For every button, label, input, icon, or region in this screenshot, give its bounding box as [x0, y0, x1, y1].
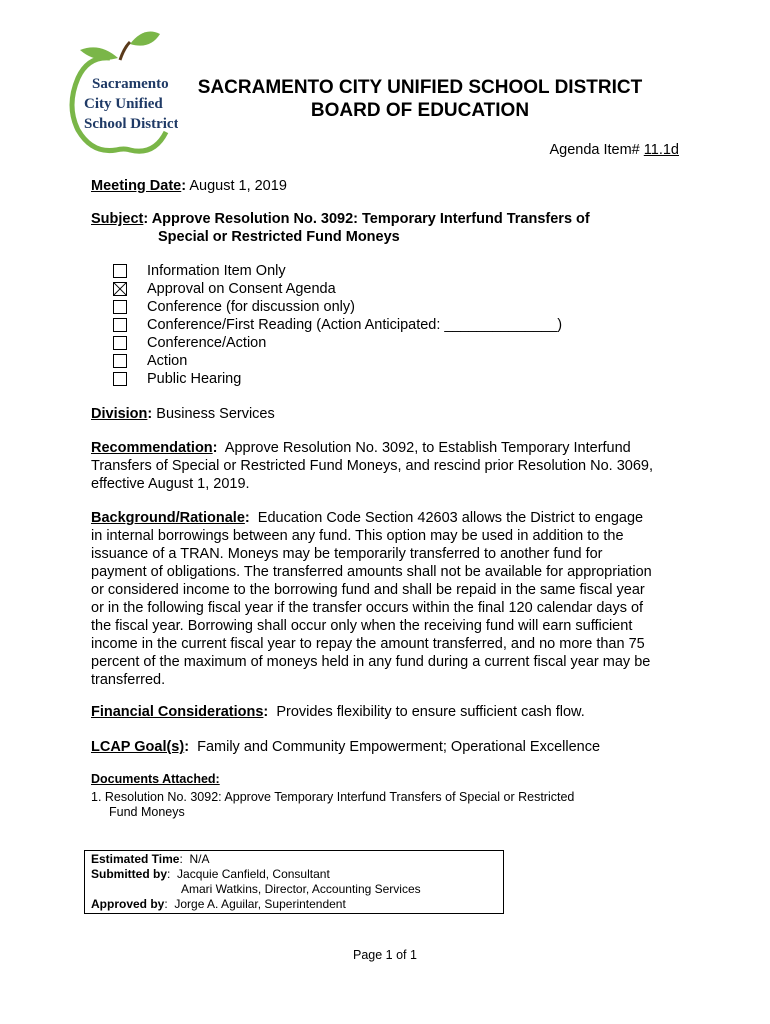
subject-line-1: Approve Resolution No. 3092: Temporary Interfund Transfers of [151, 211, 590, 227]
recommendation-line: Approve Resolution No. 3092, to Establish Temporary Interfund [224, 440, 631, 456]
submitted-by-value-2: Amari Watkins, Director, Accounting Services [181, 882, 421, 896]
submitted-by-value: Jacquie Canfield, Consultant [177, 867, 330, 881]
checkbox-conference[interactable] [113, 300, 127, 314]
checkbox-action[interactable] [113, 354, 127, 368]
background-line: transferred. [91, 672, 166, 688]
checkbox-conference-action[interactable] [113, 336, 127, 350]
background-label: Background/Rationale [91, 510, 245, 526]
meeting-date-value: August 1, 2019 [189, 178, 287, 194]
checklist-item [113, 334, 562, 352]
checklist-item [113, 370, 562, 388]
checklist-label: Conference/Action [147, 335, 267, 351]
estimated-time-label: Estimated Time [91, 852, 180, 866]
background-line: percent of the maximum of moneys held in any fund during a current fiscal year may be [91, 654, 651, 670]
recommendation-label: Recommendation [91, 440, 213, 456]
background-line: payment of obligations. The transferred amounts shall not be available for appropriation [91, 564, 652, 580]
recommendation-paragraph: Recommendation: Approve Resolution No. 3092, to Establish Temporary Interfund Transfers of Special or Restricted Fund Moneys, and rescind prior Resolution No. 3069, effective August 1, 2019. [91, 439, 691, 493]
lcap-value: Family and Community Empowerment; Operational Excellence [197, 739, 601, 755]
checklist-label: Conference/First Reading (Action Anticipated: ______________) [147, 317, 563, 333]
agenda-item [549, 142, 679, 158]
checklist-item [113, 316, 562, 334]
checkbox-first-reading[interactable] [113, 318, 127, 332]
agenda-type-checklist [113, 262, 562, 388]
agenda-label: Agenda Item# [549, 142, 640, 158]
meeting-date: Meeting Date: August 1, 2019 [91, 178, 287, 194]
checklist-label: Information Item Only [147, 263, 286, 279]
checklist-label: Approval on Consent Agenda [147, 281, 336, 297]
lcap-goals: LCAP Goal(s): Family and Community Empowerment; Operational Excellence [91, 739, 601, 755]
approval-info-box: Estimated Time: N/A Submitted by: Jacquie Canfield, Consultant Amari Watkins, Director, Accounting Services Approved by: Jorge A. Aguilar, Superintendent [84, 850, 504, 914]
background-line: in internal borrowings between any fund. This option may be used in addition to the [91, 528, 624, 544]
checkbox-public-hearing[interactable] [113, 372, 127, 386]
background-line: or considered income to the borrowing fund and shall be repaid in the same fiscal year [91, 582, 645, 598]
lcap-label: LCAP Goal(s) [91, 739, 185, 755]
district-title: SACRAMENTO CITY UNIFIED SCHOOL DISTRICT [197, 77, 643, 98]
checklist-item [113, 352, 562, 370]
division-label: Division [91, 406, 148, 422]
logo-line-2: City Unified [84, 96, 163, 112]
checklist-item [113, 280, 562, 298]
checkbox-consent-agenda[interactable] [113, 282, 127, 296]
division: Division: Business Services [91, 406, 275, 422]
documents-heading: Documents Attached: [91, 772, 220, 786]
checklist-item [113, 298, 562, 316]
submitted-by-label: Submitted by [91, 867, 168, 881]
subject-line-2: Special or Restricted Fund Moneys [158, 229, 400, 245]
logo-line-3: School District [84, 116, 178, 132]
background-line: issuance of a TRAN. Moneys may be temporarily transferred to another fund for [91, 546, 603, 562]
background-line: Education Code Section 42603 allows the District to engage [257, 510, 644, 526]
board-title: BOARD OF EDUCATION [310, 100, 530, 121]
approved-by-label: Approved by [91, 897, 165, 911]
checklist-label: Conference (for discussion only) [147, 299, 355, 315]
financial-label: Financial Considerations [91, 704, 264, 720]
document-item-continued: Fund Moneys [109, 805, 185, 819]
approved-by-value: Jorge A. Aguilar, Superintendent [174, 897, 346, 911]
financial-value: Provides flexibility to ensure sufficient cash flow. [276, 704, 585, 720]
checklist-item [113, 262, 562, 280]
page-number: Page 1 of 1 [353, 948, 417, 962]
background-line: income in the current fiscal year to repay the amount transferred, and no more than 75 [91, 636, 645, 652]
meeting-date-label: Meeting Date [91, 178, 182, 194]
subject-label: Subject [91, 211, 144, 227]
division-value: Business Services [156, 406, 275, 422]
subject: Subject: Approve Resolution No. 3092: Temporary Interfund Transfers of [91, 211, 590, 227]
checkbox-information-item[interactable] [113, 264, 127, 278]
estimated-time-value: N/A [189, 852, 210, 866]
background-line: the fiscal year. Borrowing shall occur only when the receiving fund will earn sufficient [91, 618, 633, 634]
recommendation-line: effective August 1, 2019. [91, 476, 250, 492]
checklist-label: Action [147, 353, 188, 369]
financial-considerations: Financial Considerations: Provides flexibility to ensure sufficient cash flow. [91, 704, 585, 720]
background-paragraph: Background/Rationale: Education Code Section 42603 allows the District to engage in internal borrowings between any fund. This option may be used in addition to the issuance of a TRAN. Moneys may be temporarily transferred to another fund for payment of obligations. The transferred amounts shall not be available for appropriation or considered income to the borrowing fund and shall be repaid in the same fiscal year or in the following fiscal year if the transfer occurs within the final 120 calendar days of the fiscal year. Borrowing shall occur only when the receiving fund will earn sufficient income in the current fiscal year to repay the amount transferred, and no more than 75 percent of the maximum of moneys held in any fund during a current fiscal year may be transferred. [91, 509, 691, 689]
background-line: or in the following fiscal year if the transfer occurs within the final 120 calendar days of [91, 600, 644, 616]
recommendation-line: Transfers of Special or Restricted Fund Moneys, and rescind prior Resolution No. 3069, [91, 458, 654, 474]
agenda-number: 11.1d [643, 142, 679, 158]
logo-line-1: Sacramento [92, 76, 169, 92]
document-item: 1. Resolution No. 3092: Approve Temporary Interfund Transfers of Special or Restricted [91, 790, 575, 804]
checklist-label: Public Hearing [147, 371, 242, 387]
